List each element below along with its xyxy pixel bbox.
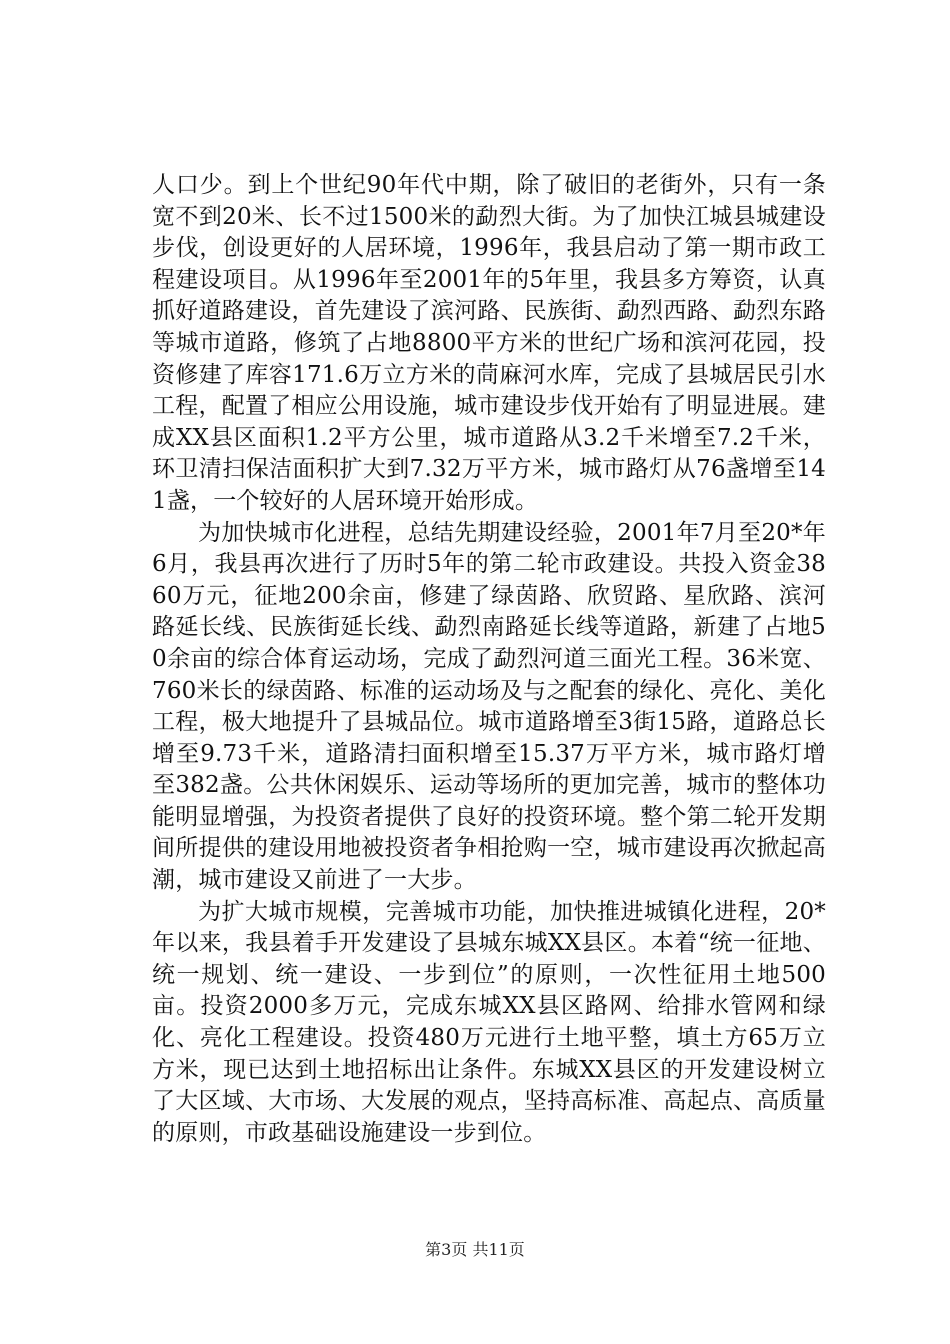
paragraph-1: 人口少。到上个世纪90年代中期，除了破旧的老街外，只有一条宽不到20米、长不过1500米的勐烈大街。为了加快江城县城建设步伐，创设更好的人居环境，1996年，我县启动了第一期市政工程建设项目。从1996年至2001年的5年里，我县多方筹资，认真抓好道路建设，首先建设了滨河路、民族街、勐烈西路、勐烈东路等城市道路，修筑了占地8800平方米的世纪广场和滨河花园，投资修建了库容171.6万立方米的茼麻河水库，完成了县城居民引水工程，配置了相应公用设施，城市建设步伐开始有了明显进展。建成XX县区面积1.2平方公里，城市道路从3.2千米增至7.2千米，环卫清扫保洁面积扩大到7.32万平方米，城市路灯从76盏增至141盏，一个较好的人居环境开始形成。 xyxy=(152,172,826,514)
paragraph-2: 为加快城市化进程，总结先期建设经验，2001年7月至20*年6月，我县再次进行了历时5年的第二轮市政建设。共投入资金3860万元，征地200余亩，修建了绿茵路、欣贸路、星欣路、滨河路延长线、民族街延长线、勐烈南路延长线等道路，新建了占地50余亩的综合体育运动场，完成了勐烈河道三面光工程。36米宽、760米长的绿茵路、标准的运动场及与之配套的绿化、亮化、美化工程，极大地提升了县城品位。城市道路增至3街15路，道路总长增至9.73千米，道路清扫面积增至15.37万平方米，城市路灯增至382盏。公共休闲娱乐、运动等场所的更加完善，城市的整体功能明显增强，为投资者提供了良好的投资环境。整个第二轮开发期间所提供的建设用地被投资者争相抢购一空，城市建设再次掀起高潮，城市建设又前进了一大步。 xyxy=(152,519,826,894)
document-body xyxy=(152,170,826,1149)
page-number-footer: 第3页 共11页 xyxy=(425,1240,525,1259)
paragraph-3: 为扩大城市规模，完善城市功能，加快推进城镇化进程，20*年以来，我县着手开发建设了县城东城XX县区。本着“统一征地、统一规划、统一建设、一步到位”的原则，一次性征用土地500亩。投资2000多万元，完成东城XX县区路网、给排水管网和绿化、亮化工程建设。投资480万元进行土地平整，填土方65万立方米，现已达到土地招标出让条件。东城XX县区的开发建设树立了大区域、大市场、大发展的观点，坚持高标准、高起点、高质量的原则，市政基础设施建设一步到位。 xyxy=(152,898,826,1146)
